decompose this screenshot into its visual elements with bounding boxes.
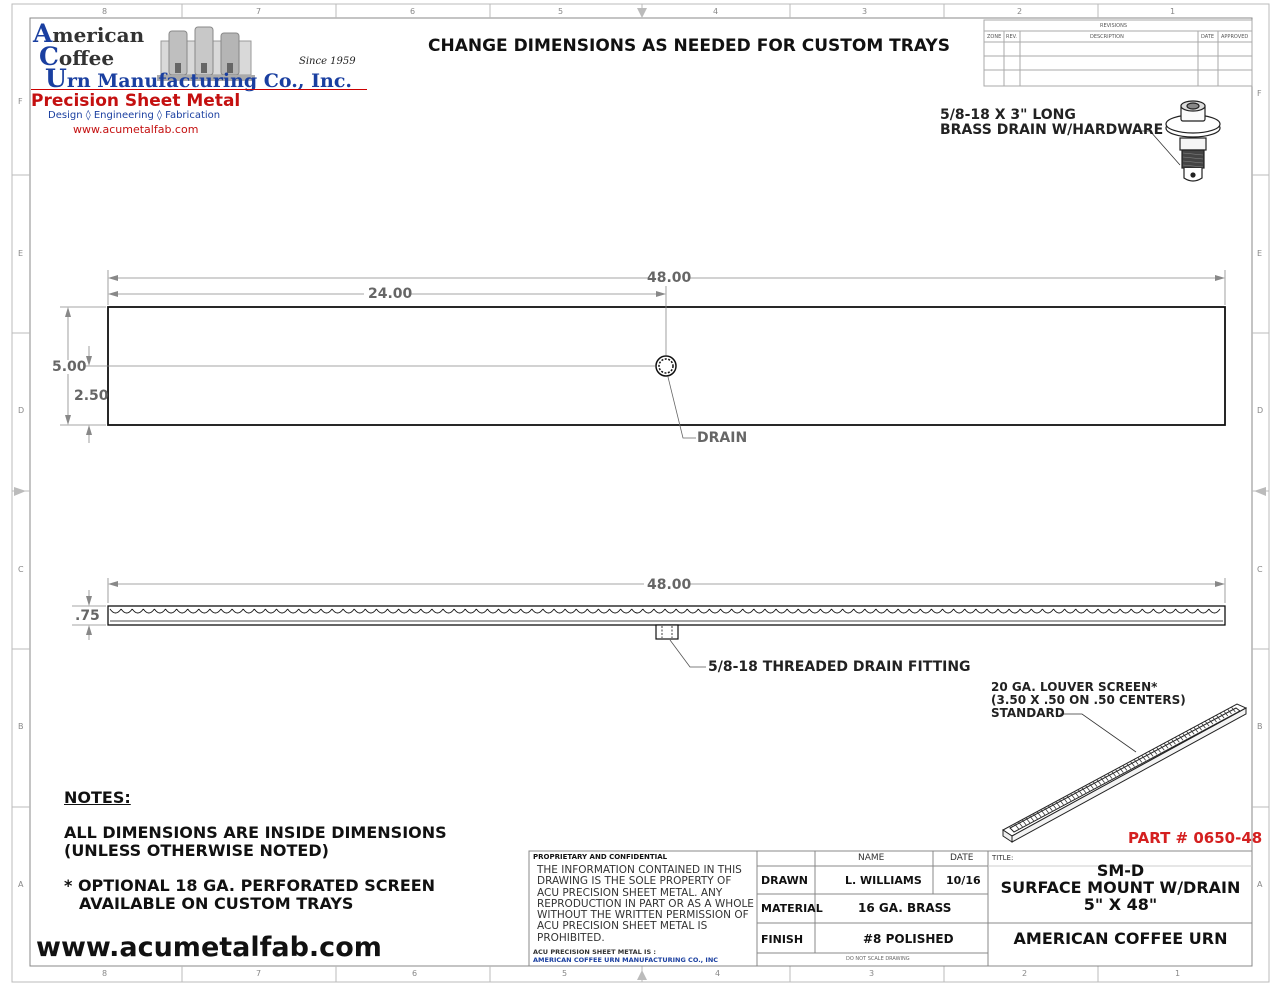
rev-col-date: DATE bbox=[1201, 34, 1215, 40]
zone-right-a: A bbox=[1257, 880, 1263, 889]
zone-top-1: 1 bbox=[1170, 7, 1176, 16]
side-view-outline bbox=[108, 606, 1225, 625]
finish-label: FINISH bbox=[761, 933, 804, 946]
title-line-1: SM-D bbox=[1096, 861, 1145, 880]
zone-top-5: 5 bbox=[558, 7, 564, 16]
logo-url: www.acumetalfab.com bbox=[73, 123, 199, 136]
drain-hole bbox=[656, 356, 676, 376]
logo-line2: offee bbox=[58, 46, 115, 70]
custom-trays-note: CHANGE DIMENSIONS AS NEEDED FOR CUSTOM TRAYS bbox=[428, 36, 950, 56]
zone-right-b: B bbox=[1257, 722, 1263, 731]
website-url[interactable]: www.acumetalfab.com bbox=[36, 932, 382, 963]
dim-height: .75 bbox=[75, 608, 100, 624]
title-label: TITLE: bbox=[992, 854, 1014, 862]
drain-fitting bbox=[656, 625, 678, 639]
zone-top-6: 6 bbox=[410, 7, 416, 16]
logo-line3: rn Manufacturing Co., Inc. bbox=[66, 70, 352, 92]
zone-bottom-1: 1 bbox=[1175, 969, 1181, 978]
title-line-2: SURFACE MOUNT W/DRAIN bbox=[1000, 878, 1241, 897]
zone-bottom-2: 2 bbox=[1022, 969, 1028, 978]
dim-side-length: 48.00 bbox=[647, 577, 692, 593]
screen-callout-line2: (3.50 X .50 ON .50 CENTERS) bbox=[991, 693, 1186, 707]
louver-screen-callout bbox=[991, 681, 1186, 720]
revisions-title: REVISIONS bbox=[1100, 23, 1128, 29]
zone-top-8: 8 bbox=[102, 7, 108, 16]
zone-right-d: D bbox=[1257, 406, 1264, 415]
note-line-3: * OPTIONAL 18 GA. PERFORATED SCREEN bbox=[64, 876, 436, 895]
acu-is: ACU PRECISION SHEET METAL IS : bbox=[533, 948, 657, 956]
logo-cap-u: U bbox=[45, 64, 67, 93]
material-label: MATERIAL bbox=[761, 902, 823, 915]
zone-top-7: 7 bbox=[256, 7, 262, 16]
logo-services: Design ◊ Engineering ◊ Fabrication bbox=[48, 110, 221, 121]
dim-half-width: 2.50 bbox=[74, 388, 109, 404]
zone-top-4: 4 bbox=[713, 7, 719, 16]
drain-label: DRAIN bbox=[697, 430, 748, 446]
zone-bottom-8: 8 bbox=[102, 969, 108, 978]
note-line-1: ALL DIMENSIONS ARE INSIDE DIMENSIONS bbox=[64, 823, 447, 842]
zone-left-e: E bbox=[18, 249, 24, 258]
rev-col-approved: APPROVED bbox=[1221, 34, 1249, 40]
zone-left-c: C bbox=[18, 565, 24, 574]
fitting-label: 5/8-18 THREADED DRAIN FITTING bbox=[708, 659, 971, 675]
zone-bottom-5: 5 bbox=[562, 969, 568, 978]
drawn-date: 10/16 bbox=[946, 874, 981, 887]
title-line-3: 5" X 48" bbox=[1083, 895, 1158, 914]
part-number: PART # 0650-48 bbox=[1128, 829, 1263, 847]
rev-col-description: DESCRIPTION bbox=[1090, 34, 1124, 40]
note-line-2: (UNLESS OTHERWISE NOTED) bbox=[64, 841, 329, 860]
zone-bottom-4: 4 bbox=[715, 969, 721, 978]
finish-value: #8 POLISHED bbox=[863, 932, 954, 946]
note-line-4: AVAILABLE ON CUSTOM TRAYS bbox=[79, 894, 354, 913]
notes-heading: NOTES: bbox=[64, 788, 131, 807]
drain-3d bbox=[1166, 101, 1220, 181]
zone-left-d: D bbox=[18, 406, 25, 415]
zone-left-f: F bbox=[18, 97, 23, 106]
logo-cap-c: C bbox=[39, 42, 59, 71]
do-not-scale: DO NOT SCALE DRAWING bbox=[846, 956, 910, 962]
zone-left-b: B bbox=[18, 722, 24, 731]
rev-col-zone: ZONE bbox=[987, 34, 1002, 40]
zone-right-f: F bbox=[1257, 89, 1262, 98]
logo-tagline: Precision Sheet Metal bbox=[31, 91, 241, 111]
zone-right-c: C bbox=[1257, 565, 1263, 574]
drawn-name: L. WILLIAMS bbox=[845, 874, 922, 887]
dim-width: 5.00 bbox=[52, 359, 87, 375]
logo-cap-a: A bbox=[33, 19, 53, 48]
zone-top-2: 2 bbox=[1017, 7, 1023, 16]
proprietary-text: THE INFORMATION CONTAINED IN THIS DRAWING IS THE SOLE PROPERTY OF ACU PRECISION SHEET METAL. ANY REPRODUCTION IN PART OR AS A WHOLE WITHOUT THE WRITTEN PERMISSION OF ACU PRECISION SHEET METAL IS PROHIBITED. bbox=[537, 864, 754, 944]
drain-hardware-callout bbox=[940, 108, 1163, 138]
proprietary-heading: PROPRIETARY AND CONFIDENTIAL bbox=[533, 853, 668, 861]
logo-since: Since 1959 bbox=[299, 56, 356, 67]
date-header: DATE bbox=[950, 853, 974, 863]
screen-callout-line1: 20 GA. LOUVER SCREEN* bbox=[991, 680, 1158, 694]
zone-bottom-6: 6 bbox=[412, 969, 418, 978]
iso-tray bbox=[1003, 704, 1246, 842]
zone-bottom-3: 3 bbox=[869, 969, 875, 978]
drawing-title bbox=[989, 862, 1252, 913]
rev-col-rev: REV. bbox=[1006, 34, 1017, 40]
louver-profile bbox=[110, 609, 1220, 613]
company-logo bbox=[31, 19, 367, 138]
drain-callout-line1: 5/8-18 X 3" LONG bbox=[940, 107, 1076, 123]
material-value: 16 GA. BRASS bbox=[858, 901, 952, 915]
zone-left-a: A bbox=[18, 880, 24, 889]
logo-line1: merican bbox=[52, 23, 145, 47]
company-name: AMERICAN COFFEE URN bbox=[1013, 929, 1228, 948]
zone-top-3: 3 bbox=[862, 7, 868, 16]
dim-overall-length: 48.00 bbox=[647, 270, 692, 286]
dim-half-length: 24.00 bbox=[368, 286, 413, 302]
zone-bottom-7: 7 bbox=[256, 969, 262, 978]
zone-right-e: E bbox=[1257, 249, 1263, 258]
drawn-label: DRAWN bbox=[761, 874, 808, 887]
name-header: NAME bbox=[858, 853, 885, 863]
screen-callout-line3: STANDARD bbox=[991, 706, 1065, 720]
acu-company: AMERICAN COFFEE URN MANUFACTURING CO., INC bbox=[533, 956, 719, 964]
drain-callout-line2: BRASS DRAIN W/HARDWARE bbox=[940, 122, 1164, 138]
